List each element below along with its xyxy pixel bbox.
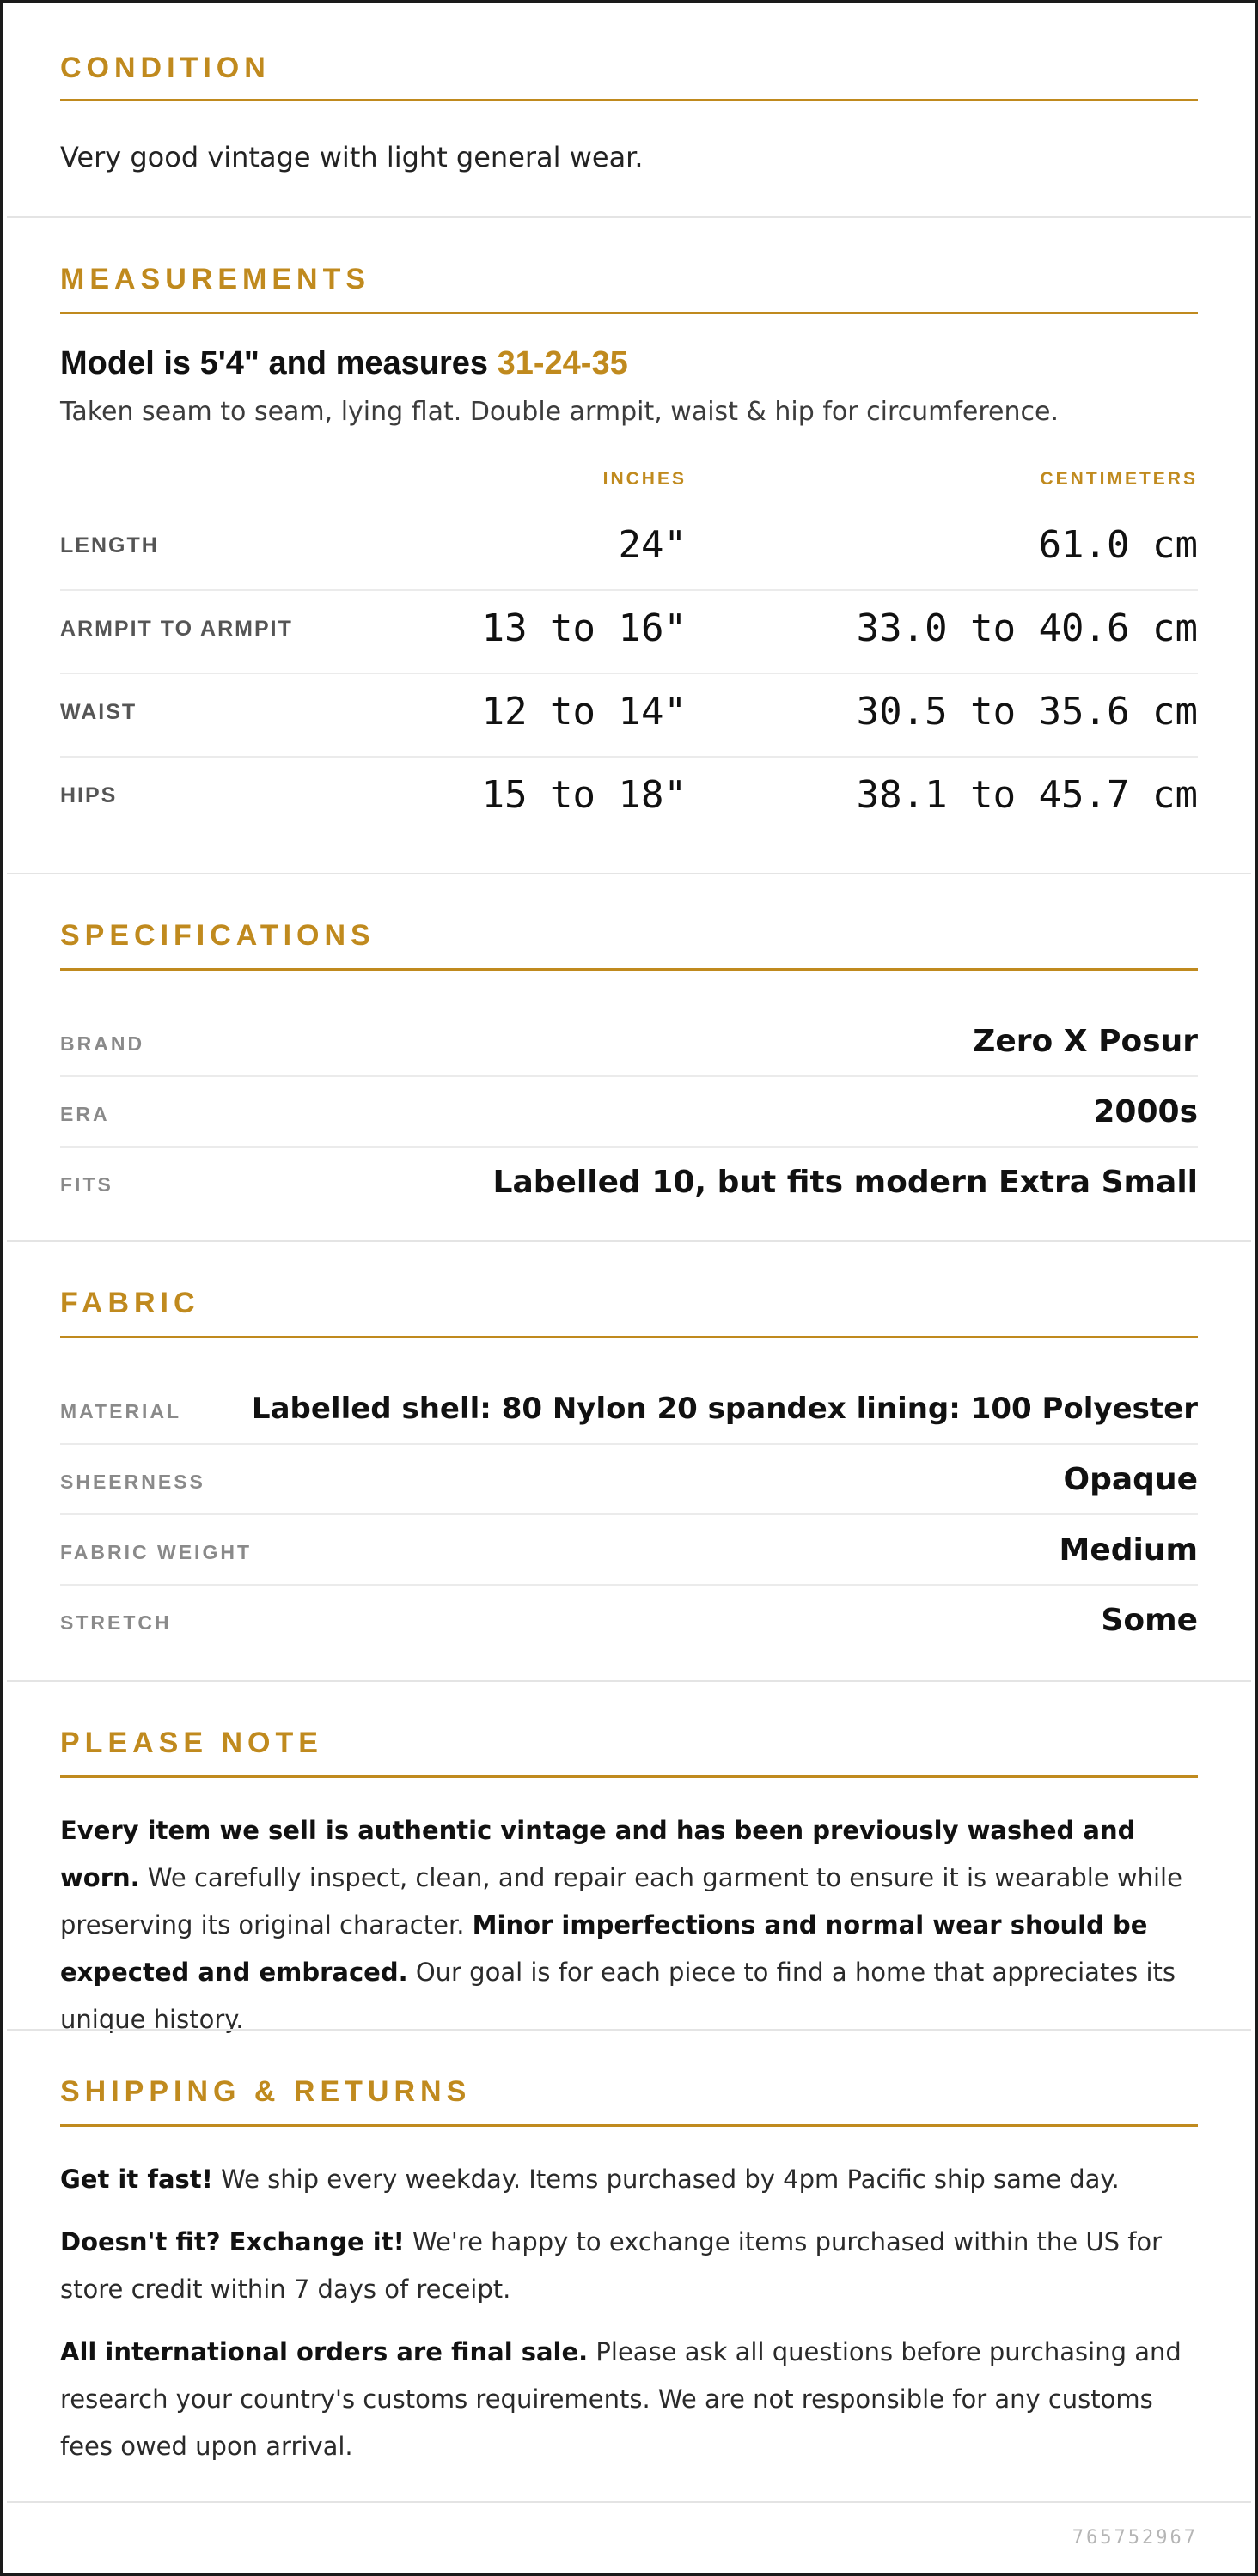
shipping-p1-bold: Get it fast! [60, 2165, 213, 2194]
measurement-cm: 33.0 to 40.6 cm [856, 606, 1198, 650]
fabric-title: FABRIC [60, 1287, 200, 1319]
condition-rule [60, 99, 1198, 101]
fabric-value: Labelled shell: 80 Nylon 20 spandex lining: 100 Polyester [251, 1392, 1198, 1426]
inches-column-header: INCHES [602, 469, 687, 489]
measurement-inches: 15 to 18" [481, 773, 687, 817]
fabric-value: Some [1101, 1603, 1198, 1638]
spec-value: Zero X Posur [973, 1024, 1198, 1059]
fabric-label: SHEERNESS [60, 1471, 205, 1493]
shipping-p3-bold: All international orders are final sale. [60, 2337, 589, 2366]
spec-value: 2000s [1093, 1094, 1198, 1130]
shipping-p2-text: We're happy to exchange items purchased within the US for store credit within 7 days of receipt. [60, 2227, 1163, 2304]
shipping-paragraph-2 [60, 2219, 1198, 2313]
please-note-bold-1: Every item we sell is authentic vintage and has been previously washed and worn. [60, 1816, 1136, 1892]
measurement-label: WAIST [60, 700, 137, 724]
measurements-subtitle: Taken seam to seam, lying flat. Double armpit, waist & hip for circumference. [60, 397, 1060, 427]
measurement-inches: 12 to 14" [481, 690, 687, 734]
shipping-title: SHIPPING & RETURNS [60, 2075, 472, 2108]
spec-row-era [60, 1077, 1198, 1148]
fabric-label: FABRIC WEIGHT [60, 1541, 252, 1563]
footer-section [7, 2501, 1251, 2573]
measurement-cm: 38.1 to 45.7 cm [856, 773, 1198, 817]
fabric-rule [60, 1336, 1198, 1338]
specifications-section [7, 873, 1251, 1240]
measurements-rule [60, 312, 1198, 314]
fabric-value: Medium [1059, 1532, 1198, 1568]
please-note-text-1: We carefully inspect, clean, and repair each garment to ensure it is wearable while preserving its original character. [60, 1863, 1182, 1940]
shipping-p2-bold: Doesn't fit? Exchange it! [60, 2227, 405, 2256]
shipping-section [7, 2029, 1251, 2501]
please-note-text-2: Our goal is for each piece to find a home that appreciates its unique history. [60, 1958, 1176, 2034]
spec-row-fits [60, 1148, 1198, 1218]
fabric-row-material [60, 1374, 1198, 1445]
measurement-cm: 61.0 cm [1038, 523, 1198, 567]
shipping-rule [60, 2124, 1198, 2127]
measurement-label: LENGTH [60, 533, 159, 557]
spec-label: ERA [60, 1103, 110, 1125]
fabric-section [7, 1240, 1251, 1680]
fabric-label: STRETCH [60, 1611, 172, 1634]
spec-value: Labelled 10, but fits modern Extra Small [492, 1165, 1198, 1200]
condition-title: CONDITION [60, 52, 271, 84]
fabric-label: MATERIAL [60, 1400, 182, 1422]
measurement-row-waist [60, 674, 1198, 758]
spec-label: BRAND [60, 1032, 145, 1055]
measurement-row-hips [60, 758, 1198, 841]
model-measures-value: 31-24-35 [497, 345, 628, 381]
measurement-inches: 24" [618, 523, 687, 567]
please-note-text [60, 1807, 1198, 2043]
condition-text: Very good vintage with light general wear. [60, 141, 644, 174]
measurement-row-length [60, 508, 1198, 591]
condition-section [7, 3, 1251, 216]
specifications-title: SPECIFICATIONS [60, 919, 376, 952]
please-note-bold-2: Minor imperfections and normal wear should be expected and embraced. [60, 1910, 1148, 1987]
model-measures-line [60, 345, 628, 382]
shipping-p1-text: We ship every weekday. Items purchased by 4pm Pacific ship same day. [212, 2165, 1120, 2194]
please-note-title: PLEASE NOTE [60, 1726, 323, 1759]
fabric-row-weight [60, 1515, 1198, 1586]
measurement-label: ARMPIT TO ARMPIT [60, 617, 293, 641]
please-note-rule [60, 1775, 1198, 1778]
fabric-row-stretch [60, 1586, 1198, 1656]
measurement-inches: 13 to 16" [481, 606, 687, 650]
item-id: 765752967 [1072, 2527, 1198, 2549]
shipping-paragraph-1 [60, 2156, 1198, 2203]
specifications-rule [60, 968, 1198, 971]
spec-row-brand [60, 1007, 1198, 1077]
measurements-title: MEASUREMENTS [60, 263, 371, 295]
measurement-cm: 30.5 to 35.6 cm [856, 690, 1198, 734]
shipping-p3-text: Please ask all questions before purchasing and research your country's customs requirements. We are not responsible for any customs fees owed upon arrival. [60, 2337, 1182, 2461]
fabric-row-sheerness [60, 1445, 1198, 1515]
please-note-section [7, 1680, 1251, 2034]
centimeters-column-header: CENTIMETERS [1040, 469, 1198, 489]
shipping-paragraph-3 [60, 2329, 1198, 2470]
measurement-label: HIPS [60, 783, 118, 807]
fabric-value: Opaque [1063, 1462, 1198, 1497]
model-prefix: Model is 5'4" and measures [60, 345, 498, 381]
spec-label: FITS [60, 1173, 113, 1196]
measurement-row-armpit [60, 591, 1198, 674]
measurements-section [7, 216, 1251, 873]
